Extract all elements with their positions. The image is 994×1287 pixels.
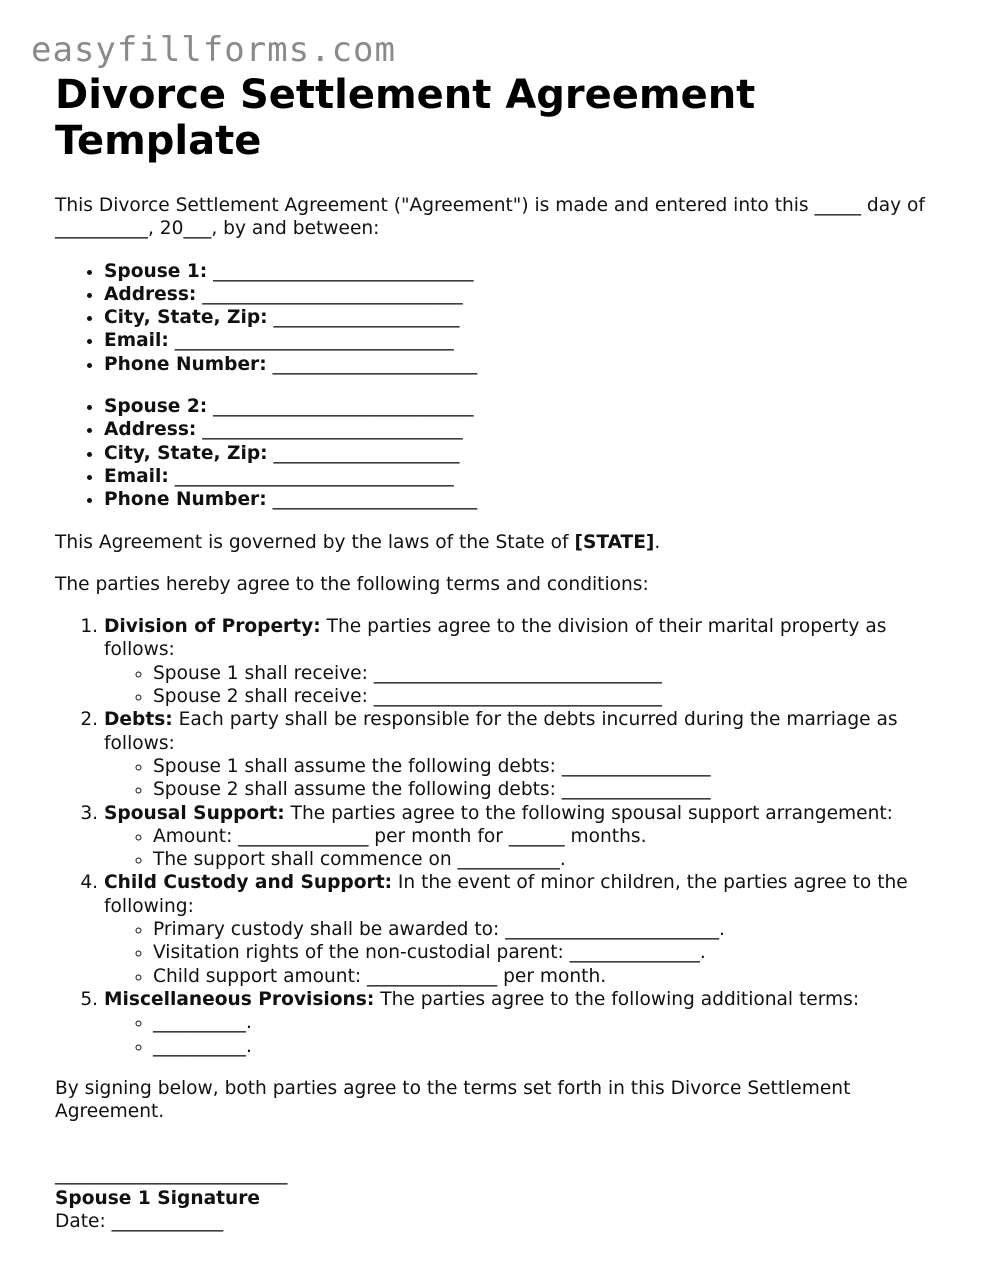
spouse-2-details <box>55 395 955 511</box>
party-field-label: City, State, Zip: <box>104 442 268 464</box>
party-field-label: Spouse 1: <box>104 260 208 282</box>
party-field <box>104 395 955 418</box>
governing-law-state: [STATE] <box>574 531 655 553</box>
term-item <box>104 988 955 1058</box>
party-field <box>104 353 955 376</box>
party-field-blank: ____________________ <box>273 307 460 329</box>
term-heading: Division of Property: <box>104 616 321 638</box>
party-field-label: Address: <box>104 283 197 305</box>
party-field-blank: ____________________________ <box>202 283 463 305</box>
signature-label: Spouse 1 Signature <box>55 1187 261 1209</box>
signature-line: _________________________ <box>55 1164 288 1186</box>
terms-intro: The parties hereby agree to the following terms and conditions: <box>55 573 649 595</box>
term-subitem: ◦ Spouse 2 shall assume the following debts: ________________ <box>153 778 955 801</box>
term-subitem: ◦ Child support amount: ______________ per month. <box>153 965 955 988</box>
party-field-blank: ______________________________ <box>174 330 454 352</box>
term-heading: Miscellaneous Provisions: <box>104 988 375 1010</box>
party-field-blank: ______________________ <box>272 353 478 375</box>
term-item <box>104 708 955 801</box>
party-field <box>104 283 955 306</box>
party-field <box>104 465 955 488</box>
party-field-blank: ____________________ <box>273 442 460 464</box>
term-subitem: ◦ Primary custody shall be awarded to: _______________________. <box>153 918 955 941</box>
term-text: The parties agree to the following spousal support arrangement: <box>284 802 893 824</box>
party-field <box>104 260 955 283</box>
party-field-label: Phone Number: <box>104 489 267 511</box>
term-subitems <box>104 662 955 709</box>
term-item <box>104 871 955 987</box>
term-text: In the event of minor children, the parties agree to the following: <box>104 872 908 917</box>
party-field-blank: ______________________ <box>272 489 478 511</box>
term-subitem: ◦ __________. <box>153 1035 955 1058</box>
party-field-label: Address: <box>104 419 197 441</box>
governing-law-prefix: This Agreement is governed by the laws of the State of <box>55 531 575 553</box>
term-subitems <box>104 918 955 988</box>
party-field-label: Spouse 2: <box>104 396 208 418</box>
term-subitem: ◦ Spouse 1 shall receive: _______________________________ <box>153 662 955 685</box>
closing-paragraph: By signing below, both parties agree to the terms set forth in this Divorce Settlement Agreement. <box>55 1077 851 1123</box>
document <box>55 72 955 1233</box>
party-field-blank: ______________________________ <box>174 465 454 487</box>
term-subitem: ◦ The support shall commence on ___________. <box>153 848 955 871</box>
term-text: The parties agree to the following additional terms: <box>374 988 860 1010</box>
term-item <box>104 615 955 708</box>
term-subitems <box>104 1011 955 1058</box>
term-heading: Spousal Support: <box>104 802 285 824</box>
page-title: Divorce Settlement Agreement Template <box>55 72 756 164</box>
party-field <box>104 306 955 329</box>
watermark: easyfillforms.com <box>31 30 396 70</box>
signature-date: Date: ____________ <box>55 1210 224 1232</box>
intro-paragraph: This Divorce Settlement Agreement ("Agreement") is made and entered into this _____ day of __________, 20___, by and between: <box>55 195 925 240</box>
party-field-blank: ____________________________ <box>213 260 474 282</box>
term-subitem: ◦ __________. <box>153 1011 955 1034</box>
party-field-label: Email: <box>104 465 169 487</box>
term-text: Each party shall be responsible for the debts incurred during the marriage as follows: <box>104 709 898 754</box>
party-field-blank: ____________________________ <box>213 396 474 418</box>
party-field <box>104 329 955 352</box>
term-heading: Debts: <box>104 709 173 731</box>
term-subitem: ◦ Spouse 2 shall receive: _______________________________ <box>153 685 955 708</box>
party-field-blank: ____________________________ <box>202 419 463 441</box>
party-field-label: Email: <box>104 330 169 352</box>
terms-list <box>55 615 955 1058</box>
spouse-1-details <box>55 260 955 376</box>
term-subitems <box>104 755 955 802</box>
governing-law-suffix: . <box>654 531 661 553</box>
party-field <box>104 488 955 511</box>
party-field-label: City, State, Zip: <box>104 307 268 329</box>
governing-law <box>55 531 955 554</box>
party-field <box>104 418 955 441</box>
term-text: The parties agree to the division of their marital property as follows: <box>104 616 887 661</box>
term-subitem: ◦ Visitation rights of the non-custodial parent: ______________. <box>153 941 955 964</box>
term-subitem: ◦ Amount: ______________ per month for ______ months. <box>153 825 955 848</box>
term-subitems <box>104 825 955 872</box>
term-item <box>104 802 955 872</box>
party-field-label: Phone Number: <box>104 353 267 375</box>
term-heading: Child Custody and Support: <box>104 872 393 894</box>
term-subitem: ◦ Spouse 1 shall assume the following debts: ________________ <box>153 755 955 778</box>
party-field <box>104 442 955 465</box>
